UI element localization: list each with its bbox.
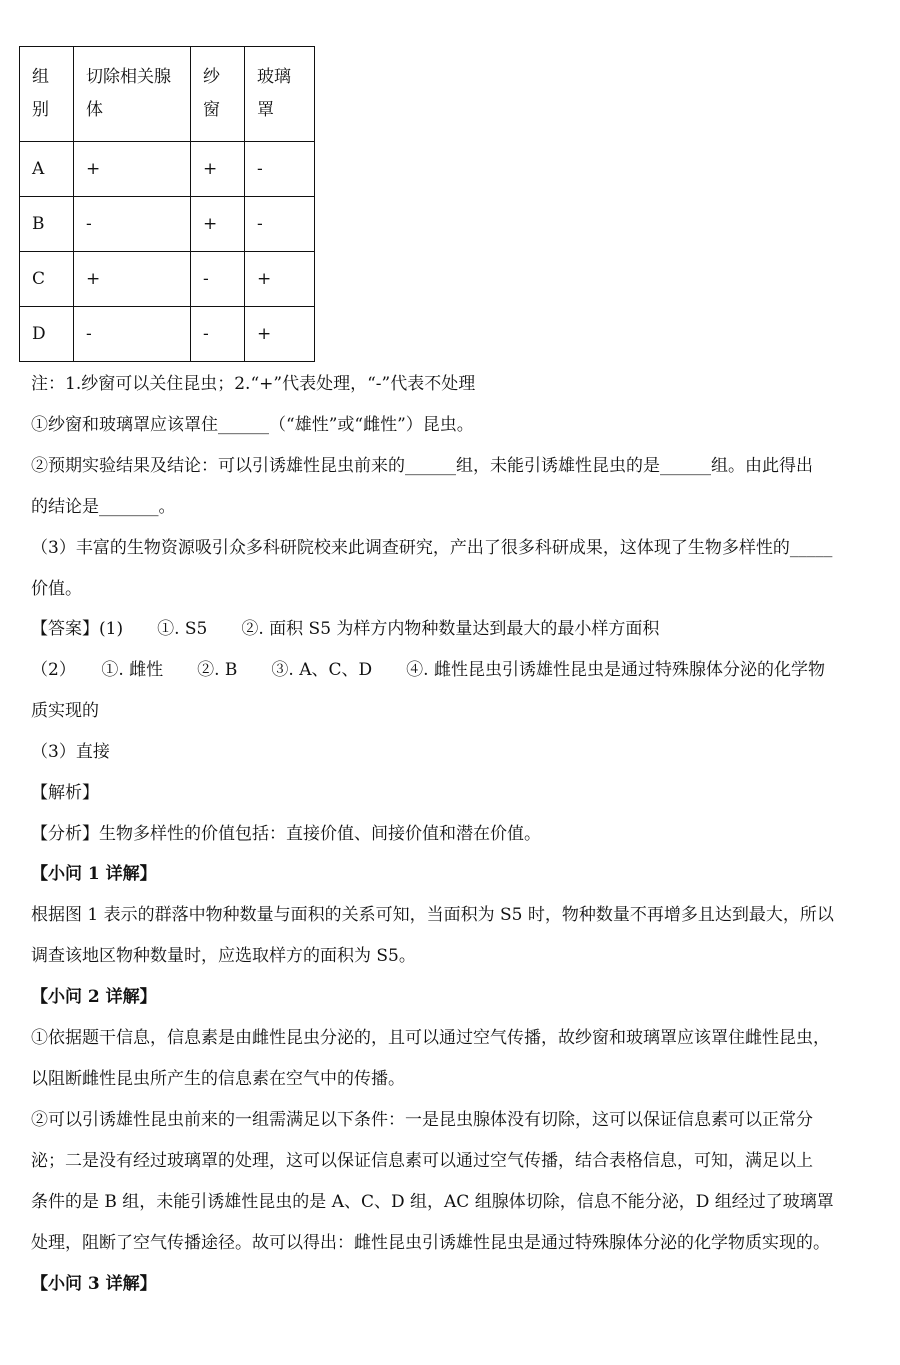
table-cell: -	[74, 197, 191, 252]
subquestion-2-heading: 【小问 2 详解】	[31, 987, 157, 1007]
subquestion-2-line-5: 条件的是 B 组，未能引诱雄性昆虫的是 A、C、D 组，AC 组腺体切除，信息不能分泌，D 组经过了玻璃罩	[31, 1192, 834, 1212]
table-cell: +	[74, 252, 191, 307]
subquestion-2-line-6: 处理，阻断了空气传播途径。故可以得出：雌性昆虫引诱雄性昆虫是通过特殊腺体分泌的化学物质实现的。	[31, 1233, 830, 1253]
table-cell: C	[20, 252, 74, 307]
header-cell-group: 组 别	[20, 47, 74, 142]
header-cell-screen: 纱 窗	[191, 47, 245, 142]
table-cell: -	[191, 307, 245, 362]
table-cell: D	[20, 307, 74, 362]
table-cell: +	[245, 252, 315, 307]
table-row	[20, 197, 315, 252]
subquestion-2-line-2: 以阻断雌性昆虫所产生的信息素在空气中的传播。	[31, 1069, 405, 1089]
subquestion-1-line-2: 调查该地区物种数量时，应选取样方的面积为 S5。	[31, 946, 416, 966]
table-cell: B	[20, 197, 74, 252]
table-cell: -	[74, 307, 191, 362]
table-note: 注：1.纱窗可以关住昆虫；2.“+”代表处理，“-”代表不处理	[31, 374, 476, 394]
question-2-line-2: 的结论是_______。	[31, 497, 176, 517]
table-cell: +	[74, 142, 191, 197]
table-cell: +	[191, 142, 245, 197]
subquestion-1-heading: 【小问 1 详解】	[31, 864, 157, 884]
subquestion-2-line-4: 泌；二是没有经过玻璃罩的处理，这可以保证信息素可以通过空气传播，结合表格信息，可知，满足以上	[31, 1151, 813, 1171]
analysis-summary: 【分析】生物多样性的价值包括：直接价值、间接价值和潜在价值。	[31, 824, 541, 844]
question-3-line-1: （3）丰富的生物资源吸引众多科研院校来此调查研究，产出了很多科研成果，这体现了生物多样性的_____	[31, 538, 833, 558]
header-cell-glass: 玻璃 罩	[245, 47, 315, 142]
table-header-row	[20, 47, 315, 142]
table-cell: A	[20, 142, 74, 197]
answer-part-3: （3）直接	[31, 742, 110, 762]
table-row	[20, 252, 315, 307]
header-cell-gland: 切除相关腺 体	[74, 47, 191, 142]
table-cell: -	[245, 197, 315, 252]
subquestion-2-line-1: ①依据题干信息，信息素是由雌性昆虫分泌的，且可以通过空气传播，故纱窗和玻璃罩应该罩住雌性昆虫，	[31, 1028, 830, 1048]
question-1: ①纱窗和玻璃罩应该罩住______（“雄性”或“雌性”）昆虫。	[31, 415, 474, 435]
question-2-line-1: ②预期实验结果及结论：可以引诱雄性昆虫前来的______组，未能引诱雄性昆虫的是______组。由此得出	[31, 456, 813, 476]
table-cell: -	[191, 252, 245, 307]
table-row	[20, 307, 315, 362]
experiment-table	[19, 46, 315, 362]
answer-part-1: 【答案】(1) ①. S5 ②. 面积 S5 为样方内物种数量达到最大的最小样方面积	[31, 619, 660, 639]
table-cell: +	[191, 197, 245, 252]
subquestion-2-line-3: ②可以引诱雄性昆虫前来的一组需满足以下条件：一是昆虫腺体没有切除，这可以保证信息素可以正常分	[31, 1110, 813, 1130]
answer-part-2-line-2: 质实现的	[31, 701, 99, 721]
subquestion-3-heading: 【小问 3 详解】	[31, 1274, 157, 1294]
analysis-heading: 【解析】	[31, 783, 99, 803]
table-row	[20, 142, 315, 197]
table-cell: -	[245, 142, 315, 197]
table-cell: +	[245, 307, 315, 362]
question-3-line-2: 价值。	[31, 579, 82, 599]
answer-part-2-line-1: （2） ①. 雌性 ②. B ③. A、C、D ④. 雌性昆虫引诱雄性昆虫是通过特殊腺体分泌的化学物	[31, 660, 825, 680]
subquestion-1-line-1: 根据图 1 表示的群落中物种数量与面积的关系可知，当面积为 S5 时，物种数量不再增多且达到最大，所以	[31, 905, 834, 925]
